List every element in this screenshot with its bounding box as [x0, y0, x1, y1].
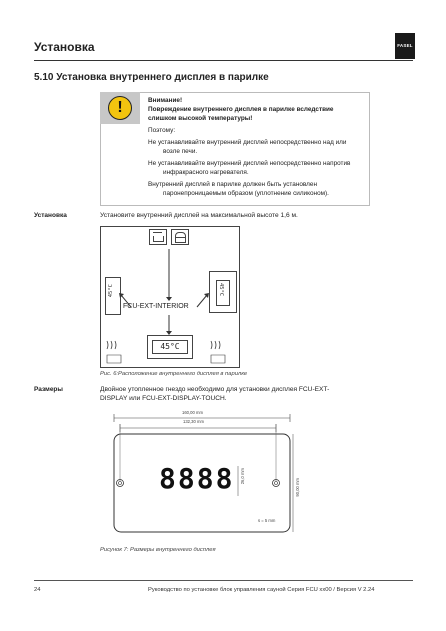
side-display-right: 45°C: [209, 271, 237, 313]
footer-text: Руководство по установке блок управления сауной Серия FCU xx00 / Версия V 2.24: [148, 587, 375, 593]
brand-logo: FASEL: [395, 33, 415, 59]
warning-point-3a: Внутренний дисплей в парилке должен быть установлен: [148, 181, 317, 188]
warning-point-2b: инфракрасного нагревателя.: [163, 169, 249, 176]
side-display-left: 45°C: [105, 277, 121, 315]
warning-heading: Внимание!: [148, 97, 183, 104]
inner-width-label: 132,30 mm: [183, 419, 204, 424]
header-divider: [34, 60, 413, 61]
figure-6-caption: Рис. 6:Расположение внутреннего дисплея в парилке: [100, 371, 248, 377]
exclamation-icon: !: [108, 96, 132, 120]
install-side-label: Установка: [34, 212, 67, 219]
footer-divider: [34, 580, 413, 581]
segment-display-digits: 8888: [159, 462, 235, 495]
section-title: 5.10 Установка внутреннего дисплея в парилке: [34, 72, 269, 83]
warning-point-2a: Не устанавливайте внутренний дисплей непосредственно напротив: [148, 160, 351, 167]
dimensions-text-2: DISPLAY или FCU-EXT-DISPLAY-TOUCH.: [100, 395, 227, 402]
warning-line-2: слишком высокой температуры!: [148, 115, 253, 122]
figure-7-caption: Рисунок 7: Размеры внутреннего дисплея: [100, 547, 216, 553]
outer-width-label: 160,00 mm: [182, 410, 203, 415]
thickness-label: s = 5 mm: [258, 518, 276, 523]
outer-height-label: 90,00 mm: [295, 478, 300, 497]
warning-point-3b: паронепроницаемым образом (уплотнение силиконом).: [163, 190, 329, 197]
digit-height-label: 26,0 mm: [240, 468, 245, 485]
diagram-label: FCU-EXT-INTERIOR: [123, 303, 189, 310]
warning-point-1a: Не устанавливайте внутренний дисплей непосредственно над или: [148, 139, 347, 146]
warning-point-1b: возле печи.: [163, 148, 198, 155]
dimensions-side-label: Размеры: [34, 386, 63, 393]
dimensions-text-1: Двойное утопленное гнездо необходимо для установки дисплея FCU-EXT-: [100, 386, 330, 393]
install-text: Установите внутренний дисплей на максимальной высоте 1,6 м.: [100, 212, 298, 219]
warning-line-1: Повреждение внутреннего дисплея в парилке вследствие: [148, 106, 334, 113]
page-header-title: Установка: [34, 40, 95, 54]
sauna-diagram: [100, 226, 240, 368]
bottom-display: 45°C: [147, 335, 193, 359]
page-number: 24: [34, 587, 41, 593]
warning-lead: Поэтому:: [148, 127, 176, 134]
